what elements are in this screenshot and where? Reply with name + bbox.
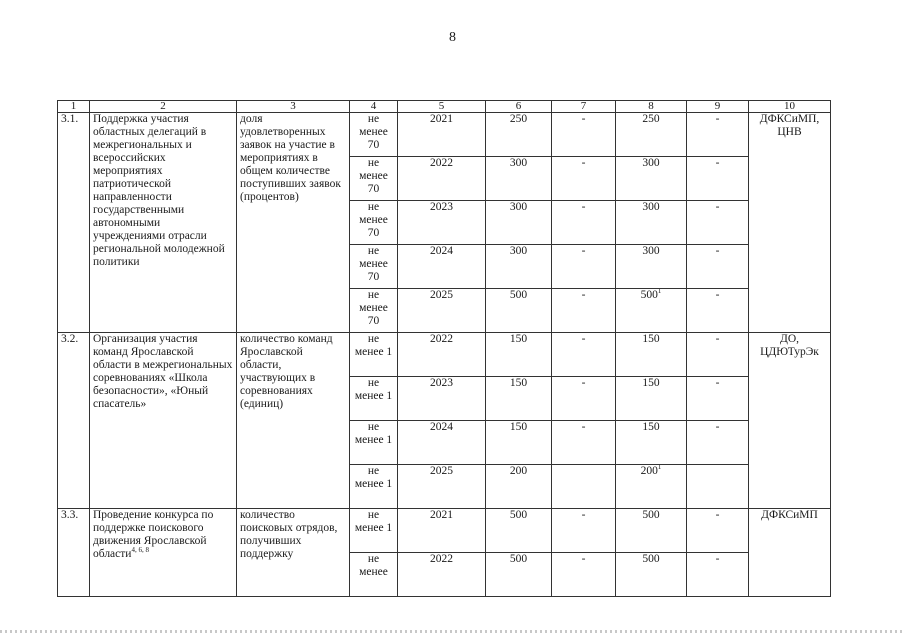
value-col-8 [616, 113, 687, 157]
table-header [58, 101, 831, 113]
target-value [350, 289, 398, 333]
value-col-6-text: 300 [509, 157, 528, 169]
value-col-9 [687, 289, 749, 333]
executor [749, 509, 831, 597]
target-value-text: не менее 1 [354, 465, 393, 490]
item-name [90, 113, 237, 333]
item-name-text: Проведение конкурса по поддержке поискового движения Ярославской области [93, 509, 214, 560]
target-value-text: не менее 70 [359, 157, 388, 195]
value-col-6-text: 150 [509, 333, 528, 345]
value-col-6-text: 150 [509, 421, 528, 433]
scan-artifact [0, 630, 905, 633]
page-number: 8 [449, 30, 456, 45]
value-col-7-text: - [581, 289, 586, 301]
value-col-9-text: - [715, 157, 720, 169]
column-header-9: 9 [687, 101, 749, 113]
value-col-6 [486, 157, 552, 201]
footnote-ref: 4, 6, 8 [131, 546, 149, 555]
value-col-8 [616, 333, 687, 377]
value-col-7 [552, 157, 616, 201]
value-col-9 [687, 421, 749, 465]
value-col-7 [552, 377, 616, 421]
year-cell [398, 245, 486, 289]
item-indicator [237, 113, 350, 333]
value-col-9 [687, 245, 749, 289]
column-header-5: 5 [398, 101, 486, 113]
target-value [350, 509, 398, 553]
value-col-7 [552, 201, 616, 245]
target-value-text: не менее 1 [354, 333, 393, 358]
executor [749, 113, 831, 333]
item-name-text: Поддержка участия областных делегаций в межрегиональных и всероссийских мероприятиях патриотической направленности государственными автономными учреждениями отрасли региональной молодежной политики [93, 113, 225, 268]
value-col-7 [552, 245, 616, 289]
year-cell-text: 2024 [430, 421, 453, 433]
value-col-6 [486, 289, 552, 333]
value-col-6-text: 250 [509, 113, 528, 125]
value-col-8 [616, 245, 687, 289]
value-col-7-text: - [581, 157, 586, 169]
target-value-text: не менее 1 [354, 421, 393, 446]
year-cell [398, 289, 486, 333]
year-cell [398, 465, 486, 509]
value-col-7-text: - [581, 377, 586, 389]
value-col-7 [552, 289, 616, 333]
item-number-text: 3.2. [61, 333, 79, 345]
item-number [58, 113, 90, 333]
value-col-9-text: - [715, 421, 720, 433]
item-indicator [237, 509, 350, 597]
value-col-8 [616, 509, 687, 553]
value-col-8 [616, 465, 687, 509]
value-col-9-text: - [715, 509, 720, 521]
target-value-text: не менее 70 [359, 201, 388, 239]
item-name [90, 333, 237, 509]
target-value [350, 201, 398, 245]
value-col-6 [486, 333, 552, 377]
year-cell [398, 201, 486, 245]
target-value [350, 333, 398, 377]
value-col-7 [552, 509, 616, 553]
target-value [350, 421, 398, 465]
table-row [58, 333, 831, 377]
column-header-1: 1 [58, 101, 90, 113]
value-col-8-text: 300 [642, 201, 660, 213]
table-body [58, 113, 831, 597]
value-col-7-text: - [581, 245, 586, 257]
value-col-7 [552, 553, 616, 597]
value-col-7 [552, 465, 616, 509]
value-col-7-text: - [581, 333, 586, 345]
value-col-9 [687, 113, 749, 157]
value-col-9-text: - [715, 113, 720, 125]
target-value [350, 245, 398, 289]
year-cell [398, 377, 486, 421]
value-col-6 [486, 509, 552, 553]
value-col-6-text: 150 [509, 377, 528, 389]
header-row [58, 101, 831, 113]
value-col-6-text: 200 [509, 465, 528, 477]
value-col-9 [687, 509, 749, 553]
item-number-text: 3.3. [61, 509, 79, 521]
value-col-6-text: 500 [509, 509, 528, 521]
year-cell-text: 2021 [430, 509, 453, 521]
year-cell-text: 2023 [430, 201, 453, 213]
executor [749, 333, 831, 509]
value-col-6 [486, 113, 552, 157]
target-value [350, 553, 398, 597]
target-value-text: не менее 70 [359, 113, 388, 151]
target-value-text: не менее [359, 553, 388, 578]
target-value-text: не менее 70 [359, 245, 388, 283]
value-col-8-text: 300 [642, 245, 660, 257]
year-cell-text: 2022 [430, 333, 453, 345]
column-header-8: 8 [616, 101, 687, 113]
year-cell [398, 333, 486, 377]
value-col-8-text: 500 [642, 553, 660, 565]
table-row [58, 509, 831, 553]
value-col-8-text: 200 [640, 465, 658, 477]
value-col-8 [616, 289, 687, 333]
year-cell-text: 2022 [430, 157, 453, 169]
year-cell-text: 2025 [430, 465, 453, 477]
item-number [58, 509, 90, 597]
value-col-7-text: - [581, 421, 586, 433]
year-cell [398, 157, 486, 201]
value-col-6 [486, 245, 552, 289]
value-col-7 [552, 421, 616, 465]
value-col-9 [687, 201, 749, 245]
target-value-text: не менее 70 [359, 289, 388, 327]
item-name [90, 509, 237, 597]
value-col-8 [616, 553, 687, 597]
value-col-7-text: - [581, 113, 586, 125]
value-col-8-text: 150 [642, 421, 660, 433]
column-header-3: 3 [237, 101, 350, 113]
value-col-9 [687, 333, 749, 377]
value-col-6 [486, 553, 552, 597]
footnote-ref: 1 [657, 288, 662, 296]
value-col-6-text: 500 [509, 289, 528, 301]
value-col-9-text: - [715, 289, 720, 301]
value-col-8-text: 500 [640, 289, 658, 301]
value-col-6 [486, 201, 552, 245]
item-number [58, 333, 90, 509]
item-number-text: 3.1. [61, 113, 79, 125]
value-col-7 [552, 333, 616, 377]
value-col-9-text: - [715, 333, 720, 345]
column-header-10: 10 [749, 101, 831, 113]
target-value-text: не менее 1 [354, 377, 393, 402]
target-value [350, 465, 398, 509]
table-row [58, 113, 831, 157]
item-indicator [237, 333, 350, 509]
value-col-8 [616, 157, 687, 201]
value-col-8 [616, 421, 687, 465]
value-col-9-text: - [715, 553, 720, 565]
value-col-7-text: - [581, 553, 586, 565]
value-col-9-text: - [715, 377, 720, 389]
value-col-8-text: 150 [642, 333, 660, 345]
year-cell-text: 2024 [430, 245, 453, 257]
value-col-7 [552, 113, 616, 157]
target-value [350, 113, 398, 157]
data-table [57, 100, 831, 597]
value-col-8-text: 250 [642, 113, 660, 125]
executor-text: ДО, ЦДЮТурЭк [760, 333, 819, 358]
executor-text: ДФКСиМП, ЦНВ [759, 113, 820, 138]
value-col-9 [687, 553, 749, 597]
year-cell-text: 2025 [430, 289, 453, 301]
value-col-6 [486, 421, 552, 465]
value-col-8 [616, 377, 687, 421]
item-name-text: Организация участия команд Ярославской области в межрегиональных соревнованиях «Школа безопасности», «Юный спасатель» [93, 333, 233, 410]
year-cell [398, 509, 486, 553]
item-indicator-text: количество поисковых отрядов, получивших поддержку [240, 509, 338, 560]
value-col-8-text: 300 [642, 157, 660, 169]
column-header-6: 6 [486, 101, 552, 113]
value-col-8-text: 150 [642, 377, 660, 389]
target-value-text: не менее 1 [354, 509, 393, 534]
executor-text: ДФКСиМП [761, 509, 818, 521]
value-col-6-text: 500 [509, 553, 528, 565]
value-col-8-text: 500 [642, 509, 660, 521]
column-header-4: 4 [350, 101, 398, 113]
target-value [350, 377, 398, 421]
year-cell-text: 2021 [430, 113, 453, 125]
value-col-9 [687, 377, 749, 421]
value-col-9 [687, 465, 749, 509]
year-cell [398, 421, 486, 465]
year-cell-text: 2022 [430, 553, 453, 565]
column-header-7: 7 [552, 101, 616, 113]
value-col-6-text: 300 [509, 245, 528, 257]
value-col-7-text: - [581, 201, 586, 213]
year-cell [398, 113, 486, 157]
value-col-6 [486, 377, 552, 421]
value-col-7-text: - [581, 509, 586, 521]
value-col-9-text: - [715, 201, 720, 213]
value-col-9 [687, 157, 749, 201]
footnote-ref: 1 [657, 464, 662, 472]
value-col-6-text: 300 [509, 201, 528, 213]
item-indicator-text: количество команд Ярославской области, участвующих в соревнованиях (единиц) [240, 333, 333, 410]
target-value [350, 157, 398, 201]
year-cell-text: 2023 [430, 377, 453, 389]
value-col-6 [486, 465, 552, 509]
value-col-9-text: - [715, 245, 720, 257]
column-header-2: 2 [90, 101, 237, 113]
item-indicator-text: доля удовлетворенных заявок на участие в мероприятиях в общем количестве поступивших заявок (процентов) [240, 113, 341, 203]
value-col-8 [616, 201, 687, 245]
year-cell [398, 553, 486, 597]
